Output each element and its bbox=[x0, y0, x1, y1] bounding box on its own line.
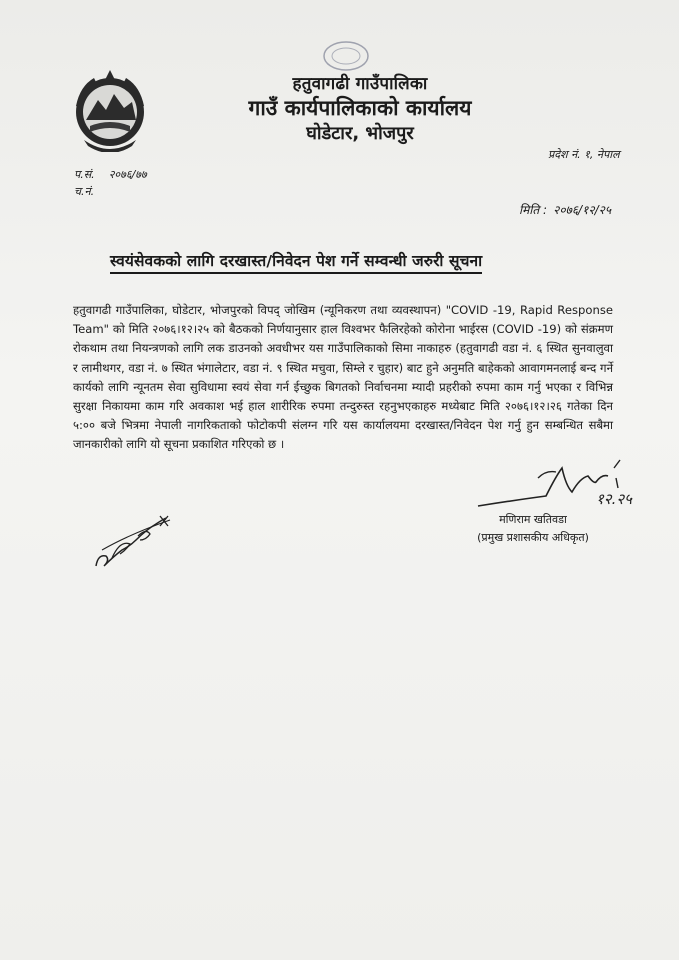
dispatch-number bbox=[74, 184, 94, 199]
municipality-name: हतुवागढी गाउँपालिका bbox=[292, 74, 428, 94]
notice-body: हतुवागढी गाउँपालिका, घोडेटार, भोजपुरको विपद् जोखिम (न्यूनिकरण तथा व्यवस्थापन) "COVID -19, Rapid Response Team" को मिति २०७६।१२।२५ को बैठकको निर्णयानुसार हाल विश्वभर फैलिरहेको कोरोना भाईरस (COVID -19) को संक्रमण रोकथाम तथा नियन्त्रणको लागि लक डाउनको अवधीभर यस गाउँपालिकाको सिमा नाकाहरु (हतुवागढी वडा नं. ६ स्थित सुनवालुवा र लामीथगर, वडा नं. ७ स्थित भंगालेटार, वडा नं. ९ स्थित मचुवा, सिम्ले र चुहार) बाट हुने अनुमति बाहेकको आवागमनलाई बन्द गर्ने कार्यको लागि न्यूनतम सेवा सुविधामा स्वयं सेवा गर्न ईच्छुक बिगतको निर्वाचनमा म्यादी प्रहरीको रुपमा काम गर्नु भएका र विभिन्न सुरक्षा निकायमा काम गरि अवकाश भई हाल शारीरिक रुपमा तन्दुरुस्त रहनुभएकाहरु मध्येबाट मिति २०७६।१२।२६ गतेका दिन ५:०० बजे भित्रमा नेपाली नागरिकताको फोटोकपी संलग्न गरि यस कार्यालयमा दरखास्त/निवेदन पेश गर्नु हुन सम्बन्धित सबैमा जानकारीको लागि यो सूचना प्रकाशित गरिएको छ । bbox=[73, 303, 613, 452]
signatory-designation: (प्रमुख प्रशासकीय अधिकृत) bbox=[477, 531, 589, 544]
date-value: २०७६/१२/२५ bbox=[553, 203, 612, 217]
notice-title: स्वयंसेवकको लागि दरखास्त/निवेदन पेश गर्ने सम्वन्धी जरुरी सूचना bbox=[110, 249, 482, 274]
office-location: घोडेटार, भोजपुर bbox=[306, 123, 414, 144]
office-stamp-icon bbox=[318, 38, 374, 78]
date-label: मिति : bbox=[519, 203, 548, 217]
signatory-block bbox=[468, 511, 598, 547]
handwritten-initials-icon bbox=[90, 510, 190, 574]
reference-number bbox=[74, 167, 147, 182]
signature-date: १२.२५ bbox=[596, 490, 632, 508]
reference-number-value: २०७६/७७ bbox=[108, 168, 147, 181]
province-label: प्रदेश नं. १, नेपाल bbox=[548, 148, 620, 161]
signatory-name: मणिराम खतिवडा bbox=[499, 513, 567, 526]
office-name: गाउँ कार्यपालिकाको कार्यालय bbox=[248, 96, 472, 120]
document-date bbox=[519, 201, 611, 218]
reference-number-label: प.सं. bbox=[74, 168, 95, 181]
dispatch-number-label: च.नं. bbox=[74, 185, 95, 198]
nepal-government-emblem-icon bbox=[70, 66, 150, 152]
letterhead bbox=[230, 73, 490, 146]
signature-icon bbox=[476, 456, 676, 516]
